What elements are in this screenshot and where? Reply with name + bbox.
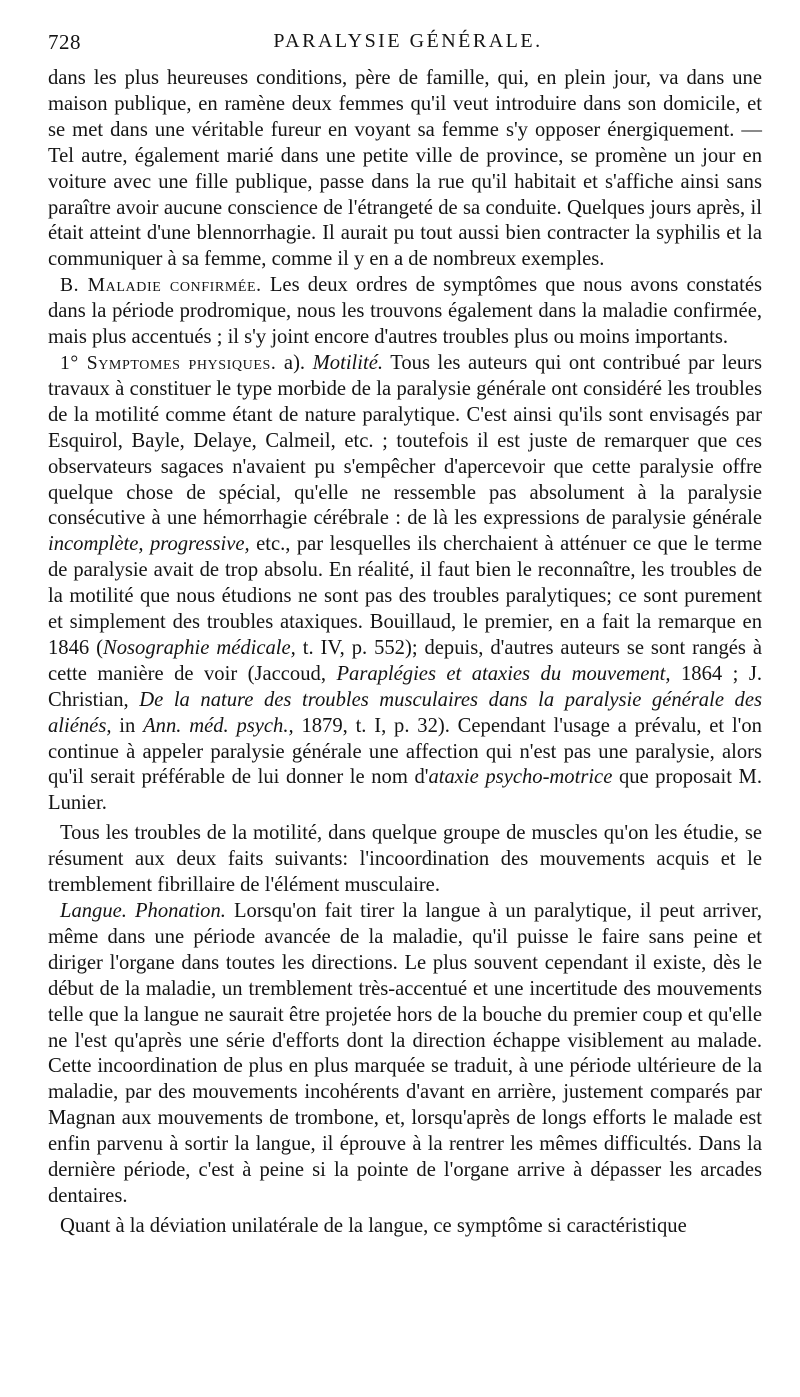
section-label: B. Maladie confirmée.	[60, 275, 262, 297]
subsection-title: Motilité.	[312, 351, 384, 374]
subsection-title: Langue. Phonation.	[60, 900, 226, 922]
paragraph-troubles-motilite: Tous les troubles de la motilité, dans quelque groupe de muscles qu'on les étudie, se résument aux deux faits suivants: l'incoordination des mouvements acquis et le tremblement fibrillaire de l'élément musculaire.	[48, 822, 762, 897]
section-label: 1° Symptomes physiques.	[60, 352, 277, 374]
paragraph-symptomes-physiques: 1° Symptomes physiques. a). Motilité. Tous les auteurs qui ont contribué par leurs travaux à constituer le type morbide de la paralysie générale ont considéré les troubles de la motilité comme étant de nature paralytique. C'est ainsi qu'ils sont envisagés par Esquirol, Bayle, Delaye, Calmeil, etc. ; toutefois il est juste de remarquer que ces observateurs sagaces n'avaient pu s'empêcher d'apercevoir que cette paralysie offre quelque chose de spécial, qu'elle ne ressemble pas absolument à la paralysie consécutive à une hémorrhagie cérébrale : de là les expressions de paralysie générale incomplète, progressive, etc., par lesquelles ils cherchaient à atténuer ce que le terme de paralysie avait de trop absolu. En réalité, il faut bien le reconnaître, les troubles de la motilité que nous étudions ne sont pas des troubles paralytiques; ce sont purement et simplement des troubles ataxiques. Bouillaud, le premier, en a fait la remarque en 1846 (Nosographie médicale, t. IV, p. 552); depuis, d'autres auteurs se sont rangés à cette manière de voir (Jaccoud, Paraplégies et ataxies du mouvement, 1864 ; J. Christian, De la nature des troubles musculaires dans la paralysie générale des aliénés, in Ann. méd. psych., 1879, t. I, p. 32). Cependant l'usage a prévalu, et l'on continue à appeler paralysie générale une affection qui n'est pas une paralysie, alors qu'il serait préférable de lui donner le nom d'ataxie psycho-motrice que proposait M. Lunier.	[48, 351, 763, 815]
paragraph-continuation: dans les plus heureuses conditions, père de famille, qui, en plein jour, va dans une maison publique, en ramène deux femmes qu'il veut introduire dans son domicile, et se met dans une véritable fureur en voyant sa femme s'y opposer énergiquement. — Tel autre, également marié dans une petite ville de province, se promène un jour en voiture avec une fille publique, passe dans la rue qu'il habitait et s'affiche ainsi sans paraître avoir aucune conscience de l'étrangeté de sa conduite. Quelques jours après, il était atteint d'une blennorrhagie. Il aurait pu tout aussi bien contracter la syphilis et la communiquer à sa femme, comme il y en a de nombreux exemples.	[48, 67, 762, 271]
paragraph-langue-phonation: Langue. Phonation. Lorsqu'on fait tirer la langue à un paralytique, il peut arriver, même dans une période avancée de la maladie, qu'il puisse le faire sans peine et diriger l'organe dans toutes les directions. Le plus souvent cependant il existe, dès le début de la maladie, un tremblement très-accentué et une incertitude des mouvements telle que la langue ne saurait être projetée hors de la bouche du premier coup et qu'elle ne l'est qu'après une série d'efforts dont la direction échappe visiblement au malade. Cette incoordination de plus en plus marquée se traduit, à une période ultérieure de la maladie, par des mouvements incohérents d'avant en arrière, justement comparés par Magnan aux mouvements de trombone, et, lorsqu'après de longs efforts le malade est enfin parvenu à sortir la langue, il éprouve à la rentrer les mêmes difficultés. Dans la dernière période, c'est à peine si la pointe de l'organe arrive à dépasser les arcades dentaires.	[48, 900, 763, 1207]
paragraph-deviation-langue: Quant à la déviation unilatérale de la langue, ce symptôme si caractéristique	[60, 1214, 687, 1237]
running-title: PARALYSIE GÉNÉRALE.	[273, 30, 543, 52]
page-header	[48, 30, 768, 60]
body-text	[48, 66, 762, 1240]
page-number: 728	[48, 30, 81, 54]
paragraph-maladie-confirmee: B. Maladie confirmée. Les deux ordres de symptômes que nous avons constatés dans la période prodromique, nous les trouvons également dans la maladie confirmée, mais plus accentués ; il s'y joint encore d'autres troubles plus ou moins importants.	[48, 274, 762, 349]
